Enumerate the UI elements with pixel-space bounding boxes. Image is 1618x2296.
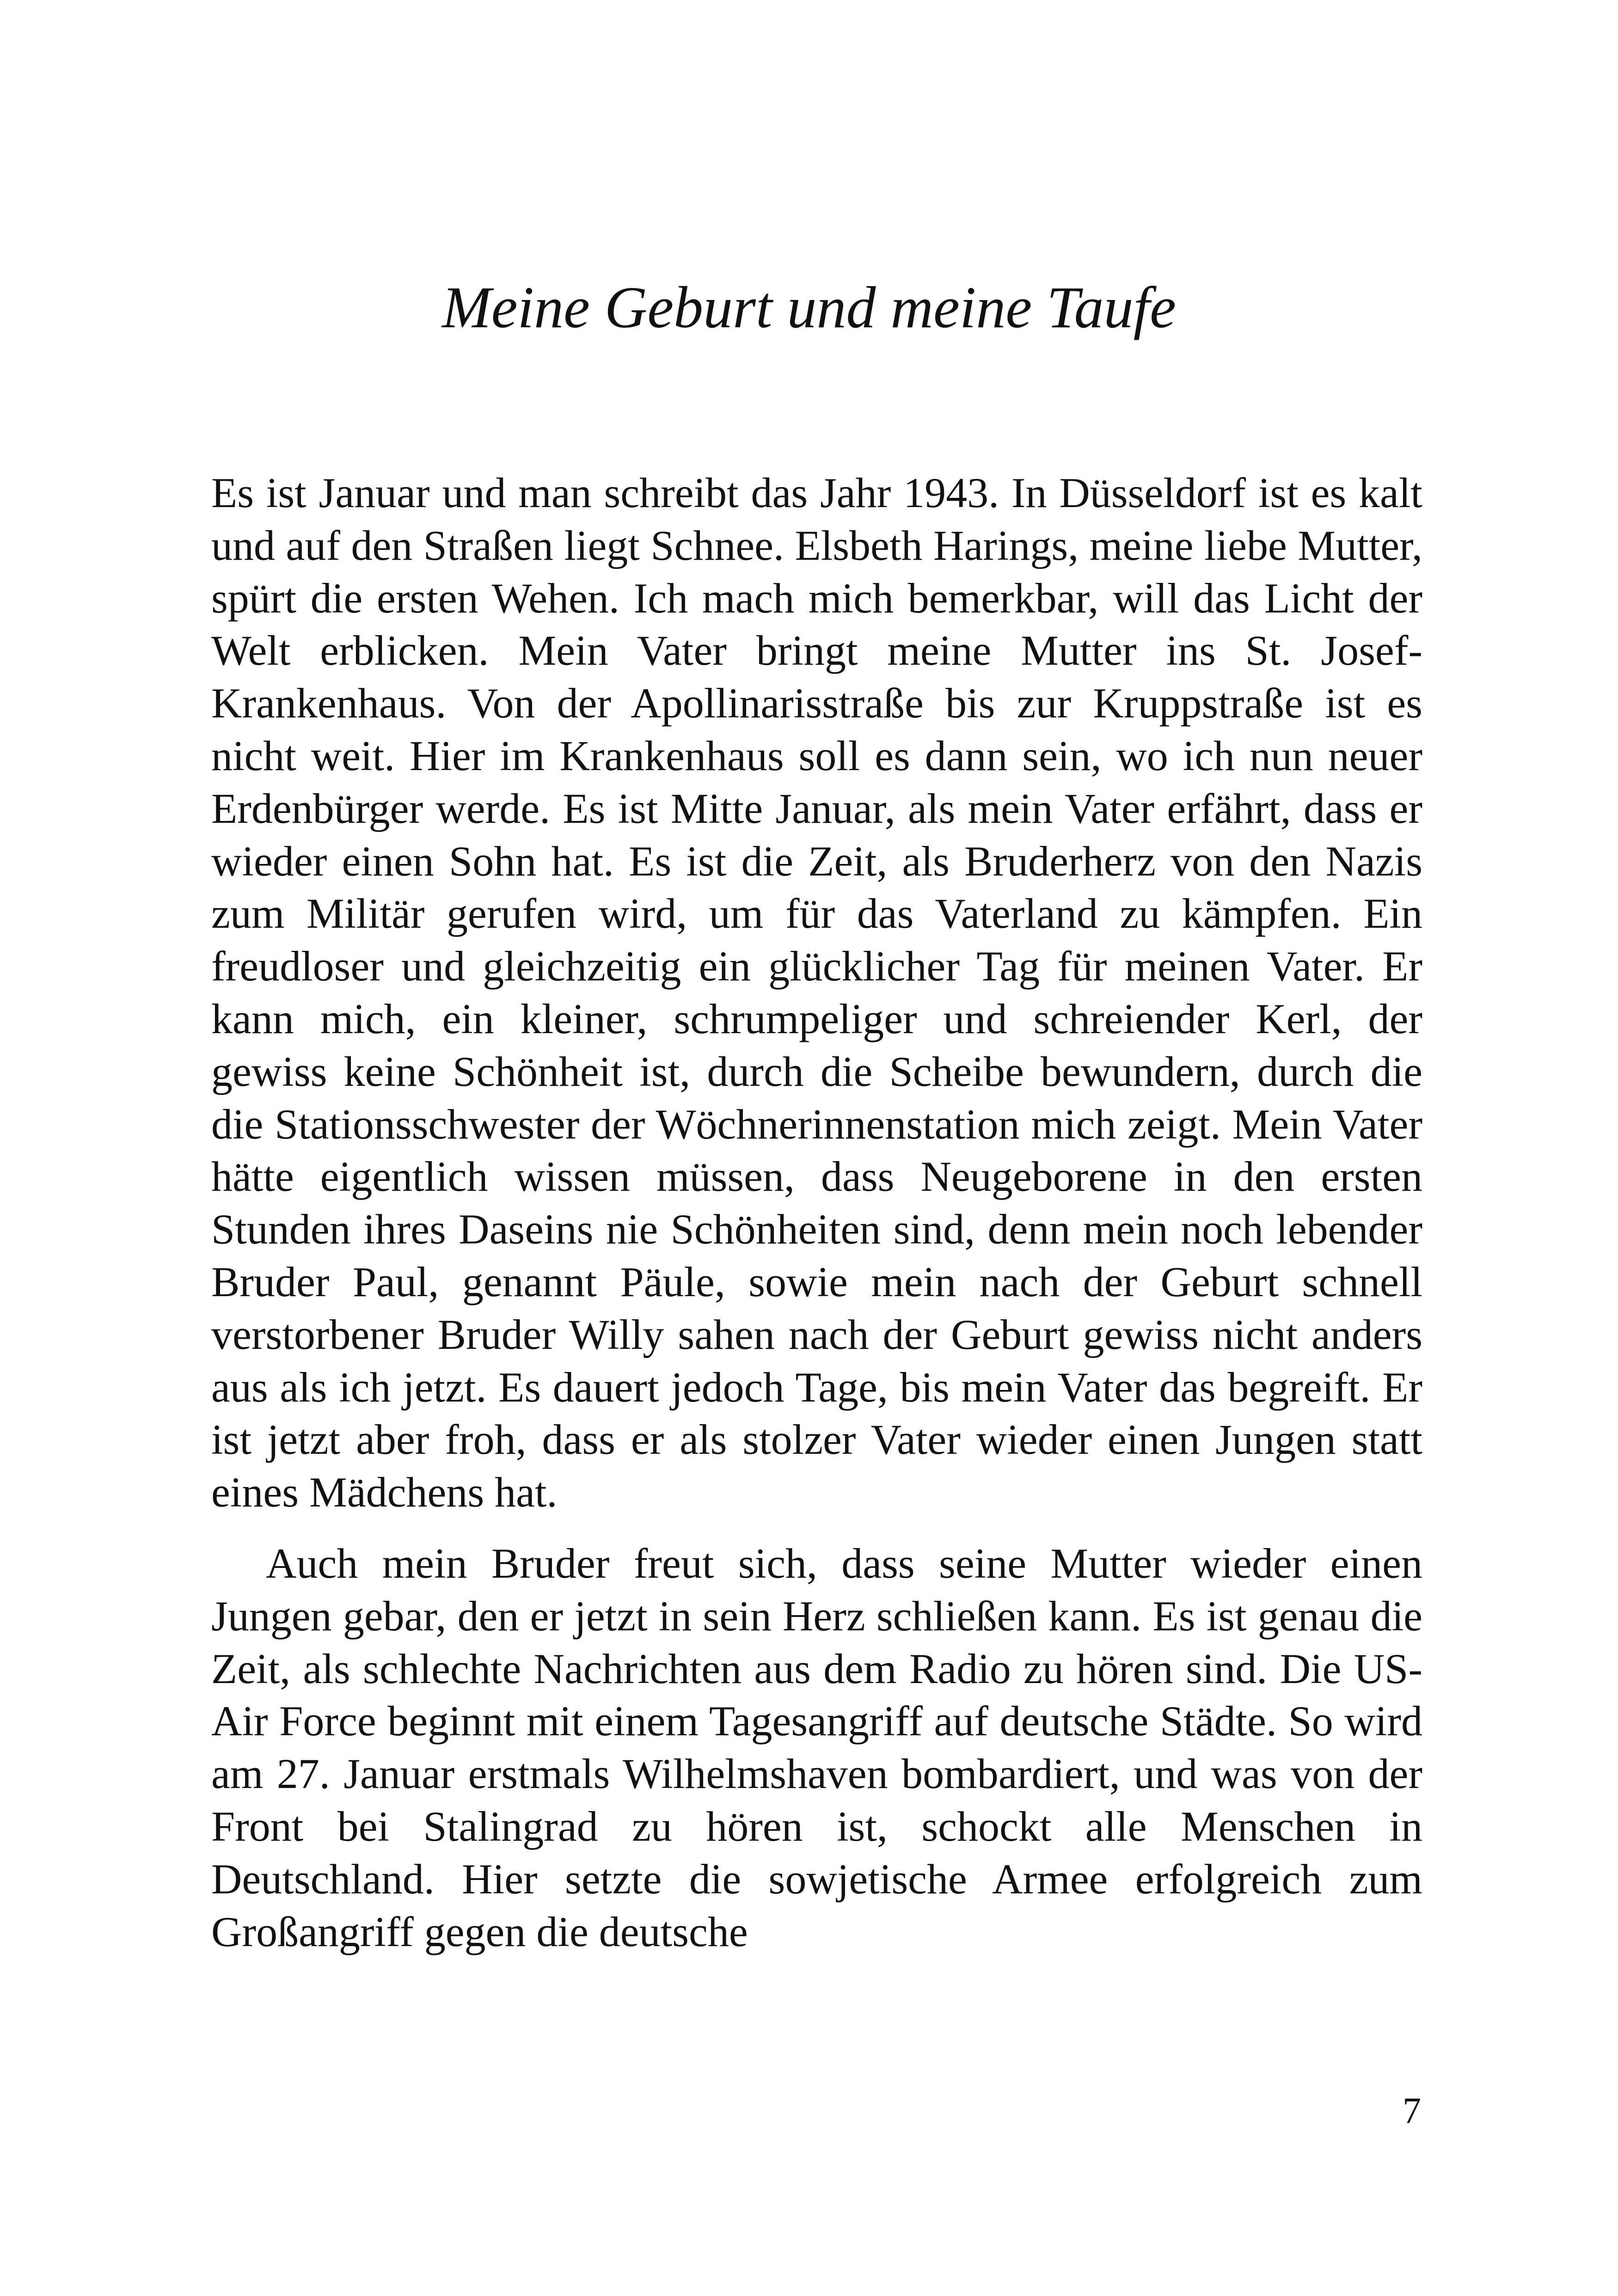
- paragraph-2: Auch mein Bruder freut sich, dass seine Mutter wieder einen Jungen gebar, den er jetzt in sein Herz schließen kann. Es ist genau die Zeit, als schlechte Nachrichten aus dem Radio zu hören sind. Die US-Air Force beginnt mit einem Tagesangriff auf deutsche Städte. So wird am 27. Januar erstmals Wilhelmshaven bombardiert, und was von der Front bei Stalingrad zu hören ist, schockt alle Menschen in Deutschland. Hier setzte die sowjetische Armee erfolgreich zum Großangriff gegen die deutsche: [211, 1539, 1422, 1955]
- page-number: 7: [1403, 2091, 1421, 2131]
- paragraph-1: Es ist Januar und man schreibt das Jahr 1943. In Düsseldorf ist es kalt und auf den Straßen liegt Schnee. Elsbeth Harings, meine liebe Mutter, spürt die ersten Wehen. Ich mach mich bemerkbar, will das Licht der Welt erblicken. Mein Vater bringt meine Mutter ins St. Josef-Krankenhaus. Von der Apollinarisstraße bis zur Kruppstraße ist es nicht weit. Hier im Krankenhaus soll es dann sein, wo ich nun neuer Erdenbürger werde. Es ist Mitte Januar, als mein Vater erfährt, dass er wieder einen Sohn hat. Es ist die Zeit, als Bruderherz von den Nazis zum Militär gerufen wird, um für das Vaterland zu kämpfen. Ein freudloser und gleichzeitig ein glücklicher Tag für meinen Vater. Er kann mich, ein kleiner, schrumpeliger und schreiender Kerl, der gewiss keine Schönheit ist, durch die Scheibe bewundern, durch die die Stationsschwester der Wöchnerinnenstation mich zeigt. Mein Vater hätte eigentlich wissen müssen, dass Neugeborene in den ersten Stunden ihres Daseins nie Schönheiten sind, denn mein noch lebender Bruder Paul, genannt Päule, sowie mein nach der Geburt schnell verstorbener Bruder Willy sahen nach der Geburt gewiss nicht anders aus als ich jetzt. Es dauert jedoch Tage, bis mein Vater das begreift. Er ist jetzt aber froh, dass er als stolzer Vater wieder einen Jungen statt eines Mädchens hat.: [211, 469, 1422, 1516]
- chapter-body: [211, 467, 1422, 1958]
- chapter-title: Meine Geburt und meine Taufe: [442, 275, 1176, 340]
